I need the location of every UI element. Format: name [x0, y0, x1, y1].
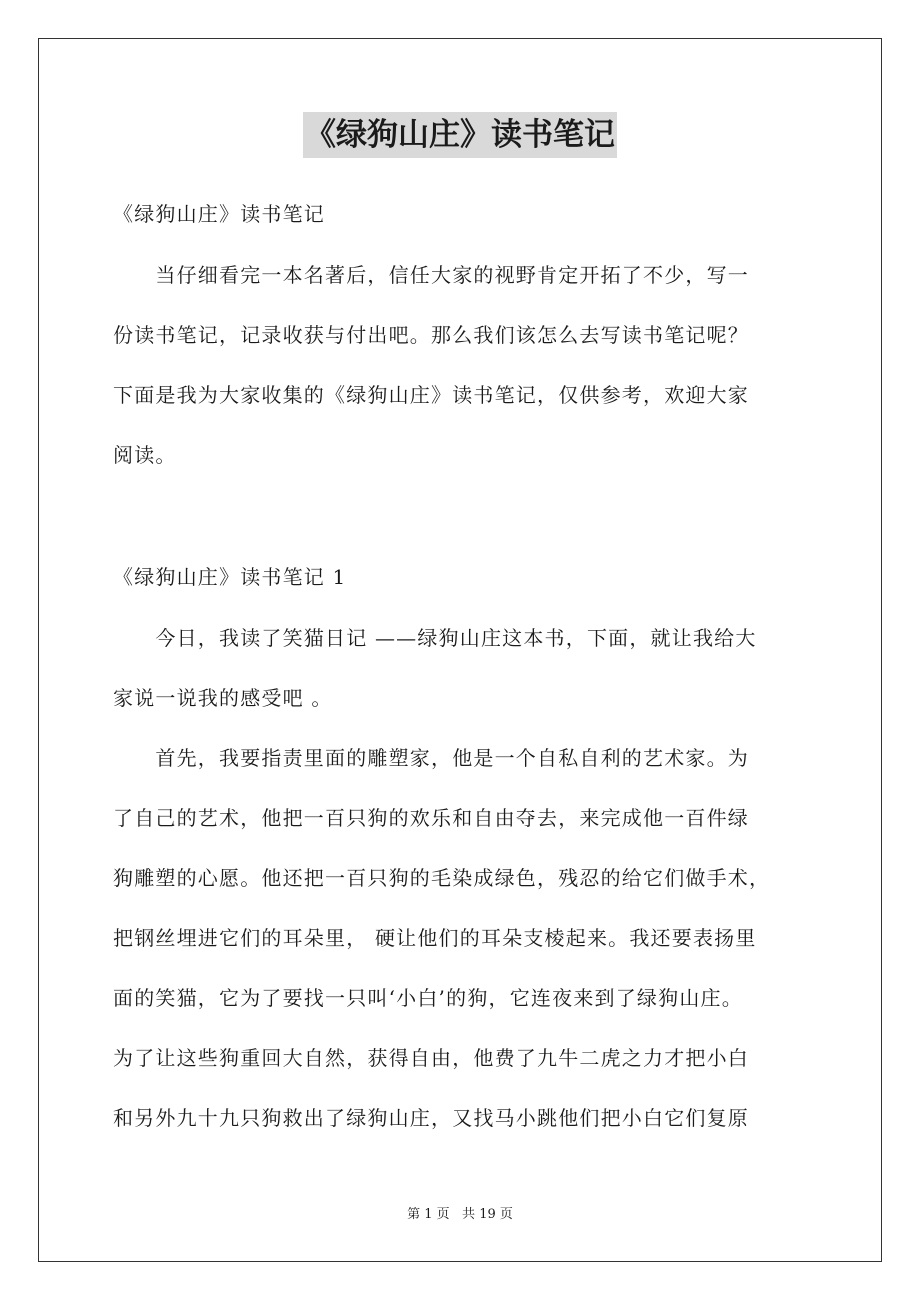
paragraph-line: 面的笑猫，它为了要找一只叫‘小白’的狗，它连夜来到了绿狗山庄。 [113, 986, 743, 1010]
paragraph-line: 了自己的艺术，他把一百只狗的欢乐和自由夺去，来完成他一百件绿 [113, 806, 749, 830]
page-footer: 第 1 页 共 19 页 [407, 1207, 513, 1222]
paragraph-line: 首先，我要指责里面的雕塑家，他是一个自私自利的艺术家。为 [113, 746, 749, 770]
paragraph-line: 份读书笔记，记录收获与付出吧。那么我们该怎么去写读书笔记呢？ [113, 323, 749, 347]
section-heading: 《绿狗山庄》读书笔记 1 [113, 565, 347, 589]
paragraph-line: 阅读。 [113, 443, 177, 467]
paragraph-line: 下面是我为大家收集的《绿狗山庄》读书笔记，仅供参考，欢迎大家 [113, 383, 749, 407]
subtitle-line: 《绿狗山庄》读书笔记 [113, 202, 325, 226]
document-title: 《绿狗山庄》读书笔记 [303, 112, 617, 158]
title-container [0, 112, 920, 158]
paragraph-line: 当仔细看完一本名著后，信任大家的视野肯定开拓了不少，写一 [113, 263, 749, 287]
paragraph-line: 狗雕塑的心愿。他还把一百只狗的毛染成绿色，残忍的给它们做手术， [113, 866, 771, 890]
paragraph-line: 把钢丝埋进它们的耳朵里， 硬让他们的耳朵支棱起来。我还要表扬里 [113, 926, 757, 950]
paragraph-line: 今日，我读了笑猫日记 ——绿狗山庄这本书，下面，就让我给大 [113, 626, 757, 650]
paragraph-line: 为了让这些狗重回大自然，获得自由，他费了九牛二虎之力才把小白 [113, 1046, 749, 1070]
paragraph-line: 和另外九十九只狗救出了绿狗山庄，又找马小跳他们把小白它们复原 [113, 1106, 749, 1130]
paragraph-line: 家说一说我的感受吧 。 [113, 686, 333, 710]
